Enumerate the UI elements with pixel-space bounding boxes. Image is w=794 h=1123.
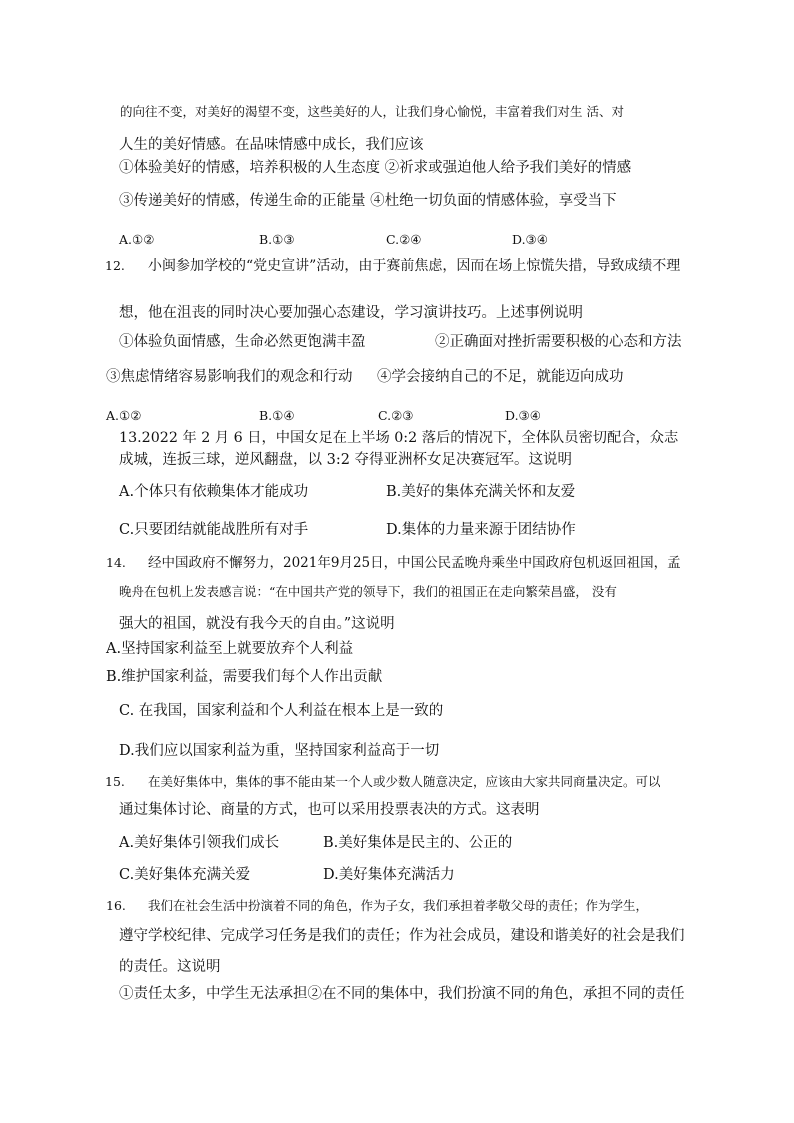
q11-option-d[interactable]: D.③④ (512, 232, 548, 247)
q14-stem-line3: 强大的祖国，就没有我今天的自由。”这说明 (119, 616, 395, 632)
q14-stem-line2: 晚舟在包机上发表感言说：“在中国共产党的领导下，我们的祖国正在走向繁荣昌盛， 没有 (119, 584, 617, 599)
q16-statement-1-2: ①责任太多，中学生无法承担②在不同的集体中，我们扮演不同的角色，承担不同的责任 (119, 986, 685, 1002)
q12-statement-3: ③焦虑情绪容易影响我们的观念和行动 (106, 369, 353, 385)
q13-option-a[interactable]: A.个体只有依赖集体才能成功 (119, 484, 309, 500)
q13-stem-line2: 成城，连扳三球，逆风翻盘，以 3:2 夺得亚洲杯女足决赛冠军。这说明 (119, 452, 573, 468)
q12-stem-line2: 想，他在沮丧的同时决心要加强心态建设，学习演讲技巧。上述事例说明 (119, 305, 583, 321)
q11-stem-line2: 人生的美好情感。在品味情感中成长，我们应该 (119, 137, 424, 153)
q12-stem-line1: 小闽参加学校的“党史宣讲”活动，由于赛前焦虑，因而在场上惊慌失措，导致成绩不理 (148, 258, 681, 274)
q13-option-b[interactable]: B.美好的集体充满关怀和友爱 (386, 484, 576, 500)
q11-statement-3-4: ③传递美好的情感，传递生命的正能量 ④杜绝一切负面的情感体验，享受当下 (119, 193, 617, 209)
q13-stem-line1: 13.2022 年 2 月 6 日，中国女足在上半场 0:2 落后的情况下，全体队员密切配合，众志 (119, 430, 679, 446)
q13-option-c[interactable]: C.只要团结就能战胜所有对手 (119, 522, 309, 538)
q15-option-b[interactable]: B.美好集体是民主的、公正的 (323, 835, 513, 851)
q15-option-a[interactable]: A.美好集体引领我们成长 (119, 835, 280, 851)
q16-stem-line2: 遵守学校纪律、完成学习任务是我们的责任；作为社会成员，建设和谐美好的社会是我们 (119, 928, 685, 944)
q12-statement-2: ②正确面对挫折需要积极的心态和方法 (435, 334, 682, 350)
q14-stem-line1: 经中国政府不懈努力，2021年9月25日，中国公民孟晚舟乘坐中国政府包机返回祖国，孟 (148, 555, 681, 571)
q11-option-a[interactable]: A.①② (119, 232, 155, 247)
q11-option-c[interactable]: C.②④ (386, 232, 422, 247)
q12-option-d[interactable]: D.③④ (505, 408, 541, 423)
q12-option-a[interactable]: A.①② (106, 408, 142, 423)
q14-option-c[interactable]: C. 在我国，国家利益和个人利益在根本上是一致的 (119, 703, 444, 719)
q11-statement-1-2: ①体验美好的情感，培养积极的人生态度 ②祈求或强迫他人给予我们美好的情感 (119, 160, 632, 176)
q15-stem-line2: 通过集体讨论、商量的方式，也可以采用投票表决的方式。这表明 (119, 802, 540, 818)
q12-statement-1: ①体验负面情感，生命必然更饱满丰盈 (119, 334, 366, 350)
q11-option-b[interactable]: B.①③ (259, 232, 295, 247)
q14-number: 14. (106, 555, 126, 570)
q13-option-d[interactable]: D.集体的力量来源于团结协作 (386, 522, 576, 538)
q14-option-a[interactable]: A.坚持国家利益至上就要放弃个人利益 (106, 641, 354, 657)
q12-statement-4: ④学会接纳自己的不足，就能迈向成功 (377, 369, 624, 385)
q12-option-b[interactable]: B.①④ (259, 408, 295, 423)
q14-option-b[interactable]: B.维护国家利益，需要我们每个人作出贡献 (106, 669, 383, 685)
q15-number: 15. (105, 774, 125, 789)
q14-option-d[interactable]: D.我们应以国家利益为重，坚持国家利益高于一切 (119, 743, 440, 759)
q12-number: 12. (105, 258, 125, 273)
q16-stem-line1: 我们在社会生活中扮演着不同的角色，作为子女，我们承担着孝敬父母的责任；作为学生， (148, 898, 649, 913)
q11-stem-line1: 的向往不变，对美好的渴望不变，这些美好的人，让我们身心愉悦，丰富着我们对生 活、对 (120, 104, 624, 119)
q16-number: 16. (106, 898, 126, 913)
q15-option-d[interactable]: D.美好集体充满活力 (323, 867, 455, 883)
q15-stem-line1: 在美好集体中，集体的事不能由某一个人或少数人随意决定，应该由大家共同商量决定。可以 (148, 774, 661, 789)
q15-option-c[interactable]: C.美好集体充满关爱 (119, 867, 251, 883)
q16-stem-line3: 的责任。这说明 (119, 959, 221, 975)
q12-option-c[interactable]: C.②③ (378, 408, 414, 423)
